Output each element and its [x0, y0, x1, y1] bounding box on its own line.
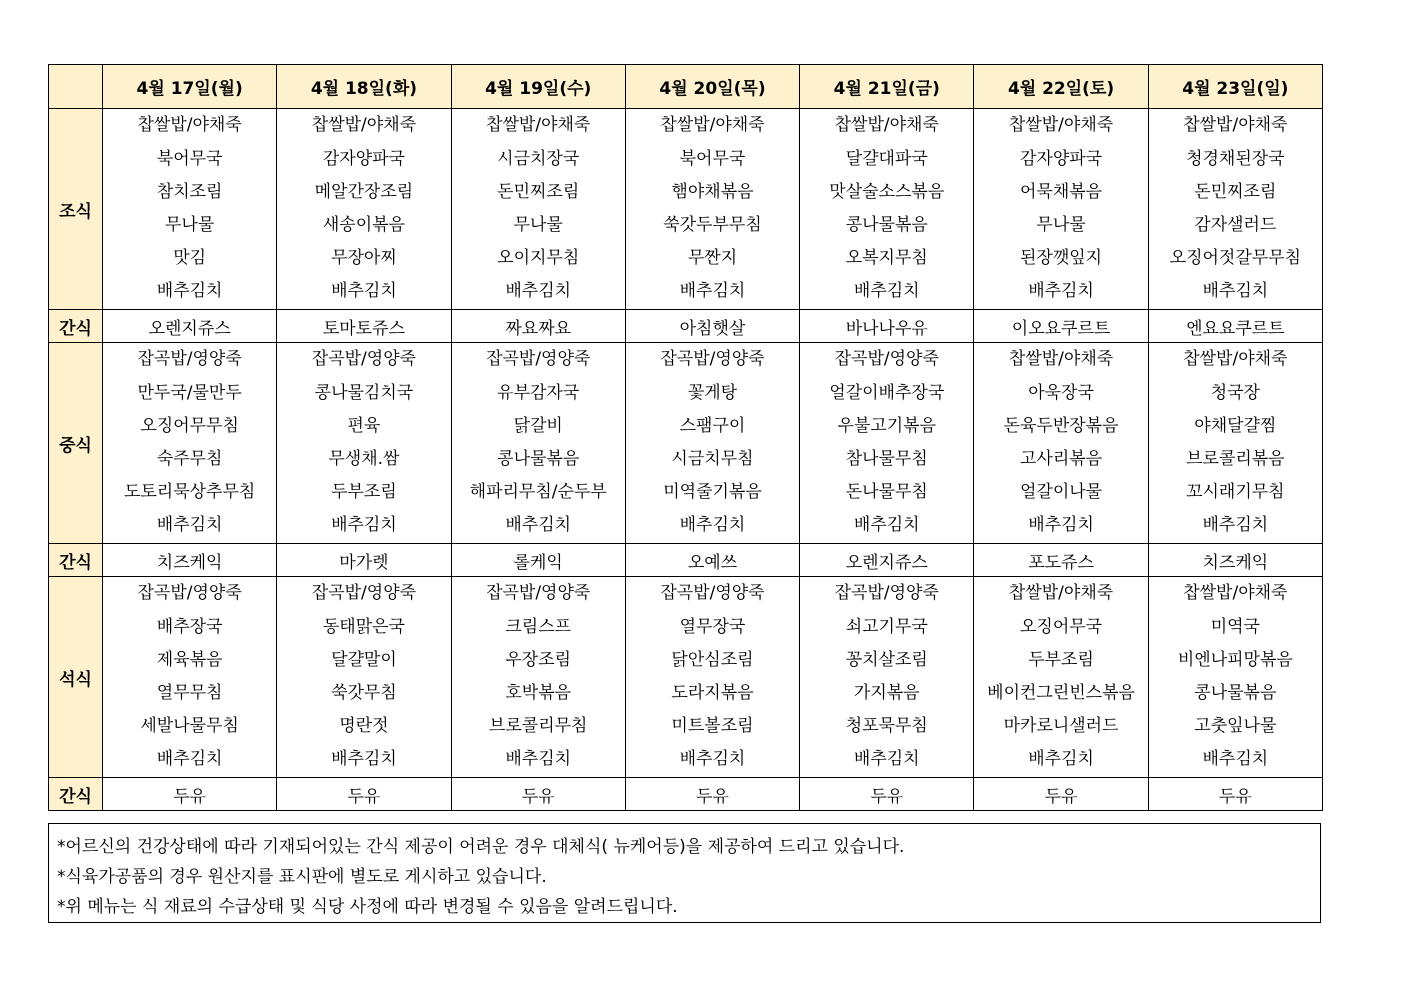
date-header-row [49, 65, 1323, 109]
dish-item: 배추김치 [1202, 749, 1269, 770]
weekly-menu-table [48, 64, 1323, 811]
dish-item: 달걀말이 [331, 649, 397, 670]
breakfast-row [49, 109, 1323, 310]
dish-item: 돈민찌조림 [497, 181, 580, 202]
dish-item: 아욱장국 [1028, 382, 1094, 403]
menu-cell [451, 343, 625, 544]
dish-item: 열무장국 [679, 616, 746, 637]
menu-cell [625, 109, 799, 310]
dish-item: 배추김치 [331, 515, 397, 536]
dish-item: 잡곡밥/영양죽 [486, 349, 591, 370]
snack-cell: 두유 [800, 778, 974, 811]
dish-item: 배추김치 [1028, 515, 1094, 536]
snack-cell: 치즈케익 [103, 544, 277, 577]
dish-item: 잡곡밥/영양죽 [137, 349, 242, 370]
menu-cell [451, 109, 625, 310]
menu-cell [1148, 109, 1322, 310]
dish-item: 찹쌀밥/야채죽 [1183, 115, 1288, 136]
dish-item: 찹쌀밥/야채죽 [137, 115, 242, 136]
dish-item: 마카로니샐러드 [1003, 716, 1119, 737]
dish-item: 맛살술소스볶음 [829, 181, 945, 202]
dish-item: 도라지볶음 [671, 683, 754, 703]
dish-item: 닭안심조림 [671, 649, 754, 670]
dish-item: 찹쌀밥/야채죽 [311, 115, 417, 136]
dish-item: 돈육두반장볶음 [1003, 415, 1119, 436]
snack-cell: 두유 [103, 778, 277, 811]
dish-item: 청경채된장국 [1186, 148, 1285, 169]
dish-item: 잡곡밥/영양죽 [834, 349, 939, 370]
date-header: 4월 19일(수) [451, 65, 625, 109]
dish-item: 배추김치 [1202, 281, 1269, 302]
dish-item: 햄야채볶음 [671, 181, 754, 202]
dish-item: 열무무침 [156, 683, 223, 703]
dish-item: 크림스프 [505, 616, 572, 637]
dish-item: 호박볶음 [505, 683, 572, 703]
dish-item: 감자양파국 [1019, 148, 1103, 169]
dish-item: 무나물 [165, 215, 215, 235]
dish-item: 콩나물김치국 [314, 382, 414, 403]
dish-item: 세발나물무침 [140, 716, 239, 737]
dish-item: 배추김치 [1028, 749, 1094, 770]
menu-cell [1148, 343, 1322, 544]
dish-item: 우장조림 [505, 649, 572, 670]
menu-cell [1148, 577, 1322, 778]
snack-cell: 오렌지쥬스 [800, 544, 974, 577]
snack-cell: 두유 [451, 778, 625, 811]
dish-item: 맛김 [173, 248, 207, 269]
notes-box [48, 823, 1321, 923]
date-header: 4월 21일(금) [800, 65, 974, 109]
snack-cell: 두유 [277, 778, 451, 811]
dish-item: 잡곡밥/영양죽 [660, 349, 765, 370]
dish-item: 꼬시래기무침 [1186, 482, 1285, 503]
dish-item: 청포묵무침 [845, 716, 928, 737]
dish-item: 미트볼조림 [671, 716, 754, 737]
dish-item: 무나물 [513, 215, 563, 235]
dish-item: 찹쌀밥/야채죽 [486, 115, 591, 136]
dish-item: 스팸구이 [679, 415, 746, 436]
menu-cell [974, 343, 1148, 544]
date-header: 4월 22일(토) [974, 65, 1148, 109]
dish-item: 청국장 [1210, 382, 1260, 403]
dish-item: 찹쌀밥/야채죽 [834, 115, 939, 136]
dish-item: 닭갈비 [513, 415, 563, 436]
dish-item: 감자양파국 [322, 148, 405, 169]
dish-item: 돈민찌조림 [1194, 181, 1277, 202]
dish-item: 새송이볶음 [322, 215, 405, 235]
dinner-row [49, 577, 1323, 778]
snack-cell: 마가렛 [277, 544, 451, 577]
dish-item: 배추장국 [156, 616, 223, 637]
dish-item: 두부조림 [1028, 649, 1094, 670]
dish-item: 얼갈이나물 [1019, 482, 1103, 503]
dish-item: 배추김치 [156, 749, 223, 770]
dish-item: 잡곡밥/영양죽 [137, 583, 242, 604]
dish-item: 꽁치살조림 [845, 649, 928, 670]
dish-item: 무장아찌 [331, 248, 397, 269]
menu-cell [625, 577, 799, 778]
menu-cell [800, 343, 974, 544]
dish-item: 오징어무국 [1019, 616, 1103, 637]
header-corner [49, 65, 103, 109]
meal-label-snack: 간식 [49, 778, 103, 811]
dish-item: 배추김치 [505, 749, 572, 770]
menu-cell [451, 577, 625, 778]
snack-cell: 이오요쿠르트 [974, 310, 1148, 343]
dish-item: 메알간장조림 [314, 181, 414, 202]
menu-cell [103, 343, 277, 544]
dish-item: 배추김치 [156, 515, 223, 536]
dish-item: 유부감자국 [497, 382, 580, 403]
dish-item: 콩나물볶음 [497, 449, 580, 469]
meal-label-dinner: 석식 [49, 577, 103, 778]
dish-item: 비엔나피망볶음 [1177, 649, 1293, 670]
dish-item: 가지볶음 [853, 683, 920, 703]
dish-item: 꽃게탕 [687, 382, 738, 403]
date-header: 4월 23일(일) [1148, 65, 1322, 109]
dish-item: 잡곡밥/영양죽 [311, 349, 417, 370]
dish-item: 잡곡밥/영양죽 [311, 583, 417, 604]
dish-item: 오징어무무침 [140, 415, 239, 436]
dish-item: 고춧잎나물 [1194, 716, 1277, 737]
menu-cell [800, 577, 974, 778]
snack-row-evening [49, 778, 1323, 811]
dish-item: 찹쌀밥/야채죽 [1008, 349, 1114, 370]
snack-cell: 짜요짜요 [451, 310, 625, 343]
dish-item: 동태맑은국 [322, 616, 405, 637]
dish-item: 배추김치 [679, 515, 746, 536]
dish-item: 된장깻잎지 [1019, 248, 1103, 269]
snack-cell: 바나나우유 [800, 310, 974, 343]
dish-item: 배추김치 [156, 281, 223, 302]
dish-item: 오이지무침 [497, 248, 580, 269]
dish-item: 오복지무침 [845, 248, 928, 269]
dish-item: 오징어젓갈무무침 [1169, 248, 1302, 269]
dish-item: 배추김치 [1028, 281, 1094, 302]
dish-item: 찹쌀밥/야채죽 [660, 115, 765, 136]
dish-item: 참치조림 [156, 181, 223, 202]
snack-cell: 두유 [625, 778, 799, 811]
dish-item: 잡곡밥/영양죽 [486, 583, 591, 604]
menu-cell [277, 109, 451, 310]
dish-item: 감자샐러드 [1194, 215, 1277, 235]
date-header: 4월 20일(목) [625, 65, 799, 109]
dish-item: 베이컨그린빈스볶음 [987, 683, 1135, 703]
menu-cell [974, 577, 1148, 778]
dish-item: 콩나물볶음 [845, 215, 928, 235]
snack-cell: 오렌지쥬스 [103, 310, 277, 343]
dish-item: 쇠고기무국 [845, 616, 928, 637]
dish-item: 도토리묵상추무침 [123, 482, 256, 503]
meal-label-snack: 간식 [49, 544, 103, 577]
dish-item: 만두국/물만두 [137, 382, 242, 403]
dish-item: 잡곡밥/영양죽 [834, 583, 939, 604]
menu-cell [103, 109, 277, 310]
dish-item: 야채달걀찜 [1194, 415, 1277, 436]
snack-cell: 토마토쥬스 [277, 310, 451, 343]
dish-item: 배추김치 [679, 281, 746, 302]
dish-item: 북어무국 [156, 148, 223, 169]
dish-item: 브로콜리볶음 [1186, 449, 1285, 469]
dish-item: 참나물무침 [845, 449, 928, 469]
note-text: *어르신의 건강상태에 따라 기재되어있는 간식 제공이 어려운 경우 대체식( 뉴케어등)을 제공하여 드리고 있습니다. [57, 837, 905, 857]
menu-cell [625, 343, 799, 544]
menu-cell [800, 109, 974, 310]
date-header: 4월 17일(월) [103, 65, 277, 109]
dish-item: 무짠지 [687, 248, 738, 269]
menu-cell [103, 577, 277, 778]
dish-item: 찹쌀밥/야채죽 [1008, 115, 1114, 136]
snack-cell: 아침햇살 [625, 310, 799, 343]
dish-item: 명란젓 [339, 716, 389, 737]
dish-item: 편육 [347, 415, 381, 436]
note-text: *위 메뉴는 식 재료의 수급상태 및 식당 사정에 따라 변경될 수 있음을 알려드립니다. [57, 897, 678, 917]
dish-item: 배추김치 [679, 749, 746, 770]
snack-cell: 롤케익 [451, 544, 625, 577]
meal-label-snack: 간식 [49, 310, 103, 343]
dish-item: 시금치장국 [497, 148, 580, 169]
snack-cell: 엔요요쿠르트 [1148, 310, 1322, 343]
dish-item: 찹쌀밥/야채죽 [1008, 583, 1114, 604]
dish-item: 잡곡밥/영양죽 [660, 583, 765, 604]
dish-item: 찹쌀밥/야채죽 [1183, 583, 1288, 604]
snack-cell: 두유 [1148, 778, 1322, 811]
dish-item: 미역줄기볶음 [663, 482, 762, 503]
dish-item: 얼갈이배추장국 [829, 382, 945, 403]
dish-item: 콩나물볶음 [1194, 683, 1277, 703]
dish-item: 배추김치 [853, 749, 920, 770]
menu-cell [277, 343, 451, 544]
dish-item: 배추김치 [331, 749, 397, 770]
snack-row-afternoon [49, 544, 1323, 577]
dish-item: 무나물 [1036, 215, 1086, 235]
snack-cell: 오예쓰 [625, 544, 799, 577]
meal-label-breakfast: 조식 [49, 109, 103, 310]
lunch-row [49, 343, 1323, 544]
dish-item: 북어무국 [679, 148, 746, 169]
note-text: *식육가공품의 경우 원산지를 표시판에 별도로 게시하고 있습니다. [57, 867, 547, 887]
dish-item: 어묵채볶음 [1019, 181, 1103, 202]
menu-cell [974, 109, 1148, 310]
dish-item: 쑥갓두부무침 [663, 215, 762, 235]
dish-item: 배추김치 [505, 281, 572, 302]
dish-item: 제육볶음 [156, 649, 223, 670]
dish-item: 고사리볶음 [1019, 449, 1103, 469]
menu-cell [277, 577, 451, 778]
snack-cell: 치즈케익 [1148, 544, 1322, 577]
snack-cell: 두유 [974, 778, 1148, 811]
dish-item: 배추김치 [853, 281, 920, 302]
dish-item: 쑥갓무침 [331, 683, 397, 703]
dish-item: 배추김치 [331, 281, 397, 302]
meal-label-lunch: 중식 [49, 343, 103, 544]
dish-item: 달걀대파국 [845, 148, 928, 169]
dish-item: 배추김치 [505, 515, 572, 536]
dish-item: 우불고기볶음 [837, 415, 937, 436]
dish-item: 돈나물무침 [845, 482, 928, 503]
dish-item: 배추김치 [853, 515, 920, 536]
dish-item: 시금치무침 [671, 449, 754, 469]
snack-row-morning [49, 310, 1323, 343]
dish-item: 숙주무침 [156, 449, 223, 469]
dish-item: 두부조림 [331, 482, 397, 503]
dish-item: 배추김치 [1202, 515, 1269, 536]
dish-item: 미역국 [1210, 616, 1260, 637]
snack-cell: 포도쥬스 [974, 544, 1148, 577]
dish-item: 브로콜리무침 [488, 716, 588, 737]
dish-item: 해파리무침/순두부 [469, 482, 607, 503]
dish-item: 무생채.쌈 [328, 449, 400, 469]
dish-item: 찹쌀밥/야채죽 [1183, 349, 1288, 370]
date-header: 4월 18일(화) [277, 65, 451, 109]
